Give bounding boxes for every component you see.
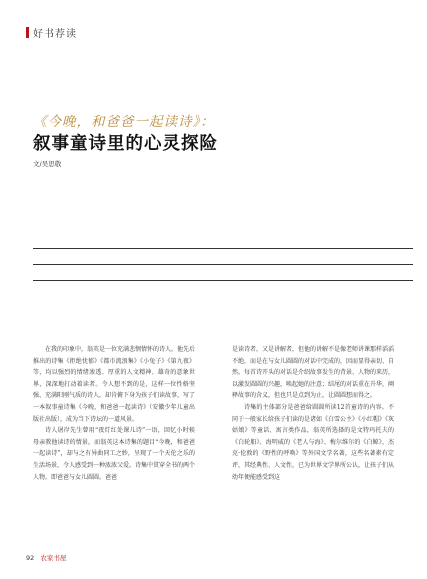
magazine-name: 农家书屋	[40, 554, 67, 562]
section-marker	[26, 27, 29, 38]
author-byline: 文/吴思敬	[33, 160, 62, 168]
body-column-right	[232, 344, 394, 483]
article-subtitle: 《今晚，和爸爸一起读诗》：	[33, 114, 215, 130]
article-title: 叙事童诗里的心灵探险	[33, 134, 218, 154]
section-title: 好书荐读	[33, 29, 77, 40]
page-number: 92	[26, 554, 35, 562]
divider-line	[33, 280, 413, 281]
body-column-left	[33, 344, 195, 483]
paragraph: 诗人屠岸先生曾用“夜灯红处课儿诗”一语，回忆小时候母亲教他读诗的情景，而翁英这本诗集的题目“今晚，和爸爸一起读诗”，却与之有异曲同工之妙，呈现了一个天伦之乐的生活场景，令人感受到一种浓浓父爱。诗集中贯穿全书的两个人物，即爸爸与女儿圆圆。爸爸	[33, 427, 196, 481]
paragraph: 诗集的主体部分是爸爸给圆圆所读12首童诗的内容。不同于一般家长给孩子们读的是诸如《白雪公主》《小红帽》《灰姑娘》等童话、寓言类作品，翁英所选择的是文特玛托夫的《白轮船》、海明威的《老人与海》、梅尔维尔的《白鲸》、杰克·伦敦的《野性的呼唤》等外国文学名著，这些名著素有定评，其经典性、人文性，已为世界文学界所公认，让孩子们从幼年便能感受到这	[232, 403, 395, 481]
divider-line	[33, 264, 413, 265]
paragraph: 在我的印象中，翁英是一位充满悲悯情怀的诗人。他先后推出的诗集《拒绝忧郁》《都市流浪集》《小兔子》《第九夜》等，均以强烈的情绪渗透、厚重的人文精神、雄奇的意象世界，深深地打动着读者。令人想不到的是，这样一位性格坚强、充满阳刚气质的诗人，却肯俯下身为孩子们读故事，写了一本叙事童诗集《今晚，和爸爸一起读诗》（安徽少年儿童出版社出版），成为当下诗坛的一道风景。	[33, 346, 196, 423]
paragraph: 是读诗者，又是讲解者，但他的讲解不是像老师讲课那样滔滔不绝，而是在与女儿圆圆的对话中完成的，因而显得亲切、自然。每首诗开头的对话是介绍故事发生的背景、人物的来历，以激发圆圆的兴趣，唤起她的注意；结尾的对话重在升华，阐释故事的含义，但也只是点到为止，让圆圆想而得之。	[232, 346, 395, 400]
page-footer	[26, 553, 66, 562]
divider-line	[33, 248, 413, 249]
